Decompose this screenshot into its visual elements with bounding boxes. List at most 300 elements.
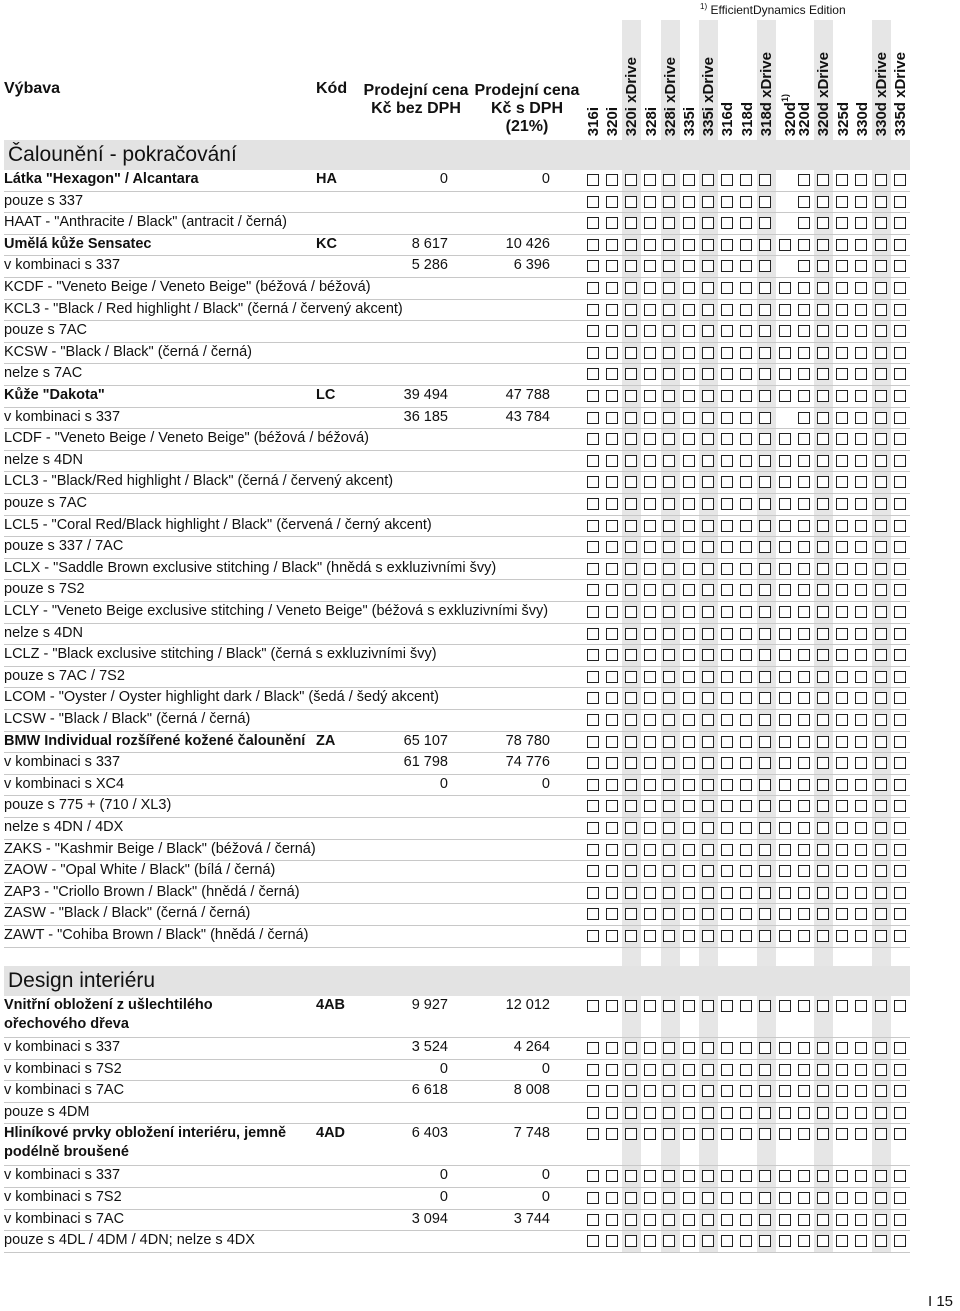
availability-checkbox[interactable] [606, 844, 618, 856]
availability-checkbox[interactable] [663, 1107, 675, 1119]
availability-checkbox[interactable] [740, 1192, 752, 1204]
availability-checkbox[interactable] [721, 606, 733, 618]
availability-checkbox[interactable] [740, 1000, 752, 1012]
availability-checkbox[interactable] [798, 757, 810, 769]
availability-checkbox[interactable] [836, 1107, 848, 1119]
availability-checkbox[interactable] [606, 196, 618, 208]
availability-checkbox[interactable] [683, 736, 695, 748]
availability-checkbox[interactable] [683, 476, 695, 488]
availability-checkbox[interactable] [855, 1064, 867, 1076]
availability-checkbox[interactable] [702, 757, 714, 769]
availability-checkbox[interactable] [798, 692, 810, 704]
availability-checkbox[interactable] [894, 304, 906, 316]
availability-checkbox[interactable] [759, 541, 771, 553]
availability-checkbox[interactable] [894, 325, 906, 337]
availability-checkbox[interactable] [625, 217, 637, 229]
availability-checkbox[interactable] [779, 498, 791, 510]
availability-checkbox[interactable] [894, 671, 906, 683]
availability-checkbox[interactable] [587, 779, 599, 791]
availability-checkbox[interactable] [625, 260, 637, 272]
availability-checkbox[interactable] [644, 606, 656, 618]
availability-checkbox[interactable] [663, 282, 675, 294]
availability-checkbox[interactable] [798, 736, 810, 748]
availability-checkbox[interactable] [875, 1170, 887, 1182]
availability-checkbox[interactable] [663, 325, 675, 337]
availability-checkbox[interactable] [587, 260, 599, 272]
availability-checkbox[interactable] [798, 844, 810, 856]
availability-checkbox[interactable] [855, 736, 867, 748]
availability-checkbox[interactable] [779, 908, 791, 920]
availability-checkbox[interactable] [855, 476, 867, 488]
availability-checkbox[interactable] [663, 260, 675, 272]
availability-checkbox[interactable] [625, 714, 637, 726]
availability-checkbox[interactable] [740, 800, 752, 812]
availability-checkbox[interactable] [663, 368, 675, 380]
availability-checkbox[interactable] [759, 714, 771, 726]
availability-checkbox[interactable] [644, 541, 656, 553]
availability-checkbox[interactable] [721, 304, 733, 316]
availability-checkbox[interactable] [779, 628, 791, 640]
availability-checkbox[interactable] [875, 174, 887, 186]
availability-checkbox[interactable] [683, 779, 695, 791]
availability-checkbox[interactable] [644, 1064, 656, 1076]
availability-checkbox[interactable] [779, 692, 791, 704]
availability-checkbox[interactable] [875, 347, 887, 359]
availability-checkbox[interactable] [663, 196, 675, 208]
availability-checkbox[interactable] [875, 196, 887, 208]
availability-checkbox[interactable] [855, 282, 867, 294]
availability-checkbox[interactable] [779, 347, 791, 359]
availability-checkbox[interactable] [817, 174, 829, 186]
availability-checkbox[interactable] [683, 649, 695, 661]
availability-checkbox[interactable] [702, 433, 714, 445]
availability-checkbox[interactable] [817, 649, 829, 661]
availability-checkbox[interactable] [779, 1064, 791, 1076]
availability-checkbox[interactable] [798, 887, 810, 899]
availability-checkbox[interactable] [855, 1170, 867, 1182]
availability-checkbox[interactable] [759, 412, 771, 424]
availability-checkbox[interactable] [587, 649, 599, 661]
availability-checkbox[interactable] [759, 455, 771, 467]
availability-checkbox[interactable] [798, 541, 810, 553]
availability-checkbox[interactable] [759, 822, 771, 834]
availability-checkbox[interactable] [606, 822, 618, 834]
availability-checkbox[interactable] [855, 779, 867, 791]
availability-checkbox[interactable] [894, 174, 906, 186]
availability-checkbox[interactable] [855, 1214, 867, 1226]
availability-checkbox[interactable] [875, 1128, 887, 1140]
availability-checkbox[interactable] [759, 671, 771, 683]
availability-checkbox[interactable] [817, 282, 829, 294]
availability-checkbox[interactable] [875, 1064, 887, 1076]
availability-checkbox[interactable] [625, 1000, 637, 1012]
availability-checkbox[interactable] [817, 1000, 829, 1012]
availability-checkbox[interactable] [663, 1000, 675, 1012]
availability-checkbox[interactable] [894, 649, 906, 661]
availability-checkbox[interactable] [702, 520, 714, 532]
availability-checkbox[interactable] [625, 887, 637, 899]
availability-checkbox[interactable] [587, 433, 599, 445]
availability-checkbox[interactable] [702, 368, 714, 380]
availability-checkbox[interactable] [798, 628, 810, 640]
availability-checkbox[interactable] [875, 455, 887, 467]
availability-checkbox[interactable] [836, 1192, 848, 1204]
availability-checkbox[interactable] [663, 1064, 675, 1076]
availability-checkbox[interactable] [721, 476, 733, 488]
availability-checkbox[interactable] [663, 433, 675, 445]
availability-checkbox[interactable] [875, 584, 887, 596]
availability-checkbox[interactable] [855, 1042, 867, 1054]
availability-checkbox[interactable] [625, 649, 637, 661]
availability-checkbox[interactable] [779, 865, 791, 877]
availability-checkbox[interactable] [875, 368, 887, 380]
availability-checkbox[interactable] [817, 239, 829, 251]
availability-checkbox[interactable] [759, 1170, 771, 1182]
availability-checkbox[interactable] [836, 1064, 848, 1076]
availability-checkbox[interactable] [779, 671, 791, 683]
availability-checkbox[interactable] [759, 239, 771, 251]
availability-checkbox[interactable] [759, 174, 771, 186]
availability-checkbox[interactable] [587, 239, 599, 251]
availability-checkbox[interactable] [740, 174, 752, 186]
availability-checkbox[interactable] [683, 692, 695, 704]
availability-checkbox[interactable] [779, 304, 791, 316]
availability-checkbox[interactable] [663, 1214, 675, 1226]
availability-checkbox[interactable] [644, 671, 656, 683]
availability-checkbox[interactable] [817, 390, 829, 402]
availability-checkbox[interactable] [702, 1085, 714, 1097]
availability-checkbox[interactable] [587, 736, 599, 748]
availability-checkbox[interactable] [644, 1107, 656, 1119]
availability-checkbox[interactable] [894, 887, 906, 899]
availability-checkbox[interactable] [702, 476, 714, 488]
availability-checkbox[interactable] [836, 563, 848, 575]
availability-checkbox[interactable] [894, 282, 906, 294]
availability-checkbox[interactable] [875, 649, 887, 661]
availability-checkbox[interactable] [663, 541, 675, 553]
availability-checkbox[interactable] [740, 1128, 752, 1140]
availability-checkbox[interactable] [606, 390, 618, 402]
availability-checkbox[interactable] [798, 714, 810, 726]
availability-checkbox[interactable] [683, 584, 695, 596]
availability-checkbox[interactable] [779, 1170, 791, 1182]
availability-checkbox[interactable] [644, 757, 656, 769]
availability-checkbox[interactable] [644, 692, 656, 704]
availability-checkbox[interactable] [663, 628, 675, 640]
availability-checkbox[interactable] [855, 692, 867, 704]
availability-checkbox[interactable] [836, 671, 848, 683]
availability-checkbox[interactable] [894, 217, 906, 229]
availability-checkbox[interactable] [875, 390, 887, 402]
availability-checkbox[interactable] [855, 887, 867, 899]
availability-checkbox[interactable] [702, 541, 714, 553]
availability-checkbox[interactable] [894, 584, 906, 596]
availability-checkbox[interactable] [663, 1235, 675, 1247]
availability-checkbox[interactable] [625, 498, 637, 510]
availability-checkbox[interactable] [875, 239, 887, 251]
availability-checkbox[interactable] [663, 304, 675, 316]
availability-checkbox[interactable] [894, 1085, 906, 1097]
availability-checkbox[interactable] [644, 412, 656, 424]
availability-checkbox[interactable] [606, 1064, 618, 1076]
availability-checkbox[interactable] [817, 584, 829, 596]
availability-checkbox[interactable] [721, 671, 733, 683]
availability-checkbox[interactable] [759, 628, 771, 640]
availability-checkbox[interactable] [740, 1107, 752, 1119]
availability-checkbox[interactable] [894, 779, 906, 791]
availability-checkbox[interactable] [606, 930, 618, 942]
availability-checkbox[interactable] [836, 174, 848, 186]
availability-checkbox[interactable] [894, 1064, 906, 1076]
availability-checkbox[interactable] [740, 433, 752, 445]
availability-checkbox[interactable] [721, 174, 733, 186]
availability-checkbox[interactable] [587, 304, 599, 316]
availability-checkbox[interactable] [683, 800, 695, 812]
availability-checkbox[interactable] [798, 325, 810, 337]
availability-checkbox[interactable] [817, 1170, 829, 1182]
availability-checkbox[interactable] [836, 1170, 848, 1182]
availability-checkbox[interactable] [875, 628, 887, 640]
availability-checkbox[interactable] [644, 865, 656, 877]
availability-checkbox[interactable] [683, 1064, 695, 1076]
availability-checkbox[interactable] [683, 930, 695, 942]
availability-checkbox[interactable] [721, 584, 733, 596]
availability-checkbox[interactable] [894, 865, 906, 877]
availability-checkbox[interactable] [606, 692, 618, 704]
availability-checkbox[interactable] [625, 433, 637, 445]
availability-checkbox[interactable] [798, 822, 810, 834]
availability-checkbox[interactable] [817, 1064, 829, 1076]
availability-checkbox[interactable] [894, 1214, 906, 1226]
availability-checkbox[interactable] [702, 714, 714, 726]
availability-checkbox[interactable] [644, 714, 656, 726]
availability-checkbox[interactable] [721, 541, 733, 553]
availability-checkbox[interactable] [683, 1128, 695, 1140]
availability-checkbox[interactable] [740, 628, 752, 640]
availability-checkbox[interactable] [836, 433, 848, 445]
availability-checkbox[interactable] [721, 282, 733, 294]
availability-checkbox[interactable] [894, 1107, 906, 1119]
availability-checkbox[interactable] [587, 217, 599, 229]
availability-checkbox[interactable] [683, 714, 695, 726]
availability-checkbox[interactable] [817, 1235, 829, 1247]
availability-checkbox[interactable] [702, 1000, 714, 1012]
availability-checkbox[interactable] [587, 368, 599, 380]
availability-checkbox[interactable] [759, 865, 771, 877]
availability-checkbox[interactable] [817, 347, 829, 359]
availability-checkbox[interactable] [779, 649, 791, 661]
availability-checkbox[interactable] [587, 887, 599, 899]
availability-checkbox[interactable] [798, 800, 810, 812]
availability-checkbox[interactable] [855, 347, 867, 359]
availability-checkbox[interactable] [644, 390, 656, 402]
availability-checkbox[interactable] [683, 757, 695, 769]
availability-checkbox[interactable] [759, 692, 771, 704]
availability-checkbox[interactable] [740, 692, 752, 704]
availability-checkbox[interactable] [836, 520, 848, 532]
availability-checkbox[interactable] [606, 520, 618, 532]
availability-checkbox[interactable] [644, 476, 656, 488]
availability-checkbox[interactable] [644, 844, 656, 856]
availability-checkbox[interactable] [606, 455, 618, 467]
availability-checkbox[interactable] [798, 239, 810, 251]
availability-checkbox[interactable] [587, 174, 599, 186]
availability-checkbox[interactable] [606, 563, 618, 575]
availability-checkbox[interactable] [817, 304, 829, 316]
availability-checkbox[interactable] [817, 520, 829, 532]
availability-checkbox[interactable] [683, 1214, 695, 1226]
availability-checkbox[interactable] [587, 865, 599, 877]
availability-checkbox[interactable] [798, 390, 810, 402]
availability-checkbox[interactable] [875, 930, 887, 942]
availability-checkbox[interactable] [721, 908, 733, 920]
availability-checkbox[interactable] [683, 433, 695, 445]
availability-checkbox[interactable] [779, 476, 791, 488]
availability-checkbox[interactable] [836, 412, 848, 424]
availability-checkbox[interactable] [894, 390, 906, 402]
availability-checkbox[interactable] [836, 1042, 848, 1054]
availability-checkbox[interactable] [625, 736, 637, 748]
availability-checkbox[interactable] [721, 520, 733, 532]
availability-checkbox[interactable] [721, 1000, 733, 1012]
availability-checkbox[interactable] [663, 390, 675, 402]
availability-checkbox[interactable] [798, 347, 810, 359]
availability-checkbox[interactable] [702, 887, 714, 899]
availability-checkbox[interactable] [683, 1000, 695, 1012]
availability-checkbox[interactable] [740, 779, 752, 791]
availability-checkbox[interactable] [798, 476, 810, 488]
availability-checkbox[interactable] [625, 779, 637, 791]
availability-checkbox[interactable] [587, 1000, 599, 1012]
availability-checkbox[interactable] [721, 433, 733, 445]
availability-checkbox[interactable] [875, 908, 887, 920]
availability-checkbox[interactable] [644, 455, 656, 467]
availability-checkbox[interactable] [779, 455, 791, 467]
availability-checkbox[interactable] [779, 368, 791, 380]
availability-checkbox[interactable] [798, 649, 810, 661]
availability-checkbox[interactable] [702, 563, 714, 575]
availability-checkbox[interactable] [779, 520, 791, 532]
availability-checkbox[interactable] [663, 822, 675, 834]
availability-checkbox[interactable] [606, 757, 618, 769]
availability-checkbox[interactable] [798, 1192, 810, 1204]
availability-checkbox[interactable] [702, 1192, 714, 1204]
availability-checkbox[interactable] [855, 563, 867, 575]
availability-checkbox[interactable] [606, 714, 618, 726]
availability-checkbox[interactable] [836, 714, 848, 726]
availability-checkbox[interactable] [740, 714, 752, 726]
availability-checkbox[interactable] [817, 606, 829, 618]
availability-checkbox[interactable] [663, 476, 675, 488]
availability-checkbox[interactable] [644, 498, 656, 510]
availability-checkbox[interactable] [721, 822, 733, 834]
availability-checkbox[interactable] [779, 239, 791, 251]
availability-checkbox[interactable] [663, 1085, 675, 1097]
availability-checkbox[interactable] [702, 1064, 714, 1076]
availability-checkbox[interactable] [683, 347, 695, 359]
availability-checkbox[interactable] [779, 563, 791, 575]
availability-checkbox[interactable] [663, 563, 675, 575]
availability-checkbox[interactable] [721, 325, 733, 337]
availability-checkbox[interactable] [894, 606, 906, 618]
availability-checkbox[interactable] [702, 930, 714, 942]
availability-checkbox[interactable] [721, 714, 733, 726]
availability-checkbox[interactable] [894, 908, 906, 920]
availability-checkbox[interactable] [817, 476, 829, 488]
availability-checkbox[interactable] [875, 692, 887, 704]
availability-checkbox[interactable] [740, 1064, 752, 1076]
availability-checkbox[interactable] [644, 347, 656, 359]
availability-checkbox[interactable] [855, 260, 867, 272]
availability-checkbox[interactable] [644, 1000, 656, 1012]
availability-checkbox[interactable] [759, 217, 771, 229]
availability-checkbox[interactable] [587, 908, 599, 920]
availability-checkbox[interactable] [875, 520, 887, 532]
availability-checkbox[interactable] [798, 174, 810, 186]
availability-checkbox[interactable] [836, 217, 848, 229]
availability-checkbox[interactable] [855, 1000, 867, 1012]
availability-checkbox[interactable] [875, 736, 887, 748]
availability-checkbox[interactable] [625, 822, 637, 834]
availability-checkbox[interactable] [702, 282, 714, 294]
availability-checkbox[interactable] [702, 498, 714, 510]
availability-checkbox[interactable] [663, 606, 675, 618]
availability-checkbox[interactable] [606, 433, 618, 445]
availability-checkbox[interactable] [740, 865, 752, 877]
availability-checkbox[interactable] [875, 476, 887, 488]
availability-checkbox[interactable] [894, 822, 906, 834]
availability-checkbox[interactable] [721, 1107, 733, 1119]
availability-checkbox[interactable] [721, 779, 733, 791]
availability-checkbox[interactable] [836, 692, 848, 704]
availability-checkbox[interactable] [606, 368, 618, 380]
availability-checkbox[interactable] [606, 1000, 618, 1012]
availability-checkbox[interactable] [875, 671, 887, 683]
availability-checkbox[interactable] [683, 239, 695, 251]
availability-checkbox[interactable] [606, 1128, 618, 1140]
availability-checkbox[interactable] [855, 412, 867, 424]
availability-checkbox[interactable] [606, 541, 618, 553]
availability-checkbox[interactable] [817, 887, 829, 899]
availability-checkbox[interactable] [817, 1042, 829, 1054]
availability-checkbox[interactable] [759, 1042, 771, 1054]
availability-checkbox[interactable] [875, 325, 887, 337]
availability-checkbox[interactable] [817, 260, 829, 272]
availability-checkbox[interactable] [759, 390, 771, 402]
availability-checkbox[interactable] [894, 736, 906, 748]
availability-checkbox[interactable] [721, 1085, 733, 1097]
availability-checkbox[interactable] [855, 865, 867, 877]
availability-checkbox[interactable] [740, 671, 752, 683]
availability-checkbox[interactable] [779, 779, 791, 791]
availability-checkbox[interactable] [759, 887, 771, 899]
availability-checkbox[interactable] [798, 282, 810, 294]
availability-checkbox[interactable] [721, 1042, 733, 1054]
availability-checkbox[interactable] [798, 196, 810, 208]
availability-checkbox[interactable] [855, 520, 867, 532]
availability-checkbox[interactable] [836, 390, 848, 402]
availability-checkbox[interactable] [894, 239, 906, 251]
availability-checkbox[interactable] [779, 757, 791, 769]
availability-checkbox[interactable] [855, 606, 867, 618]
availability-checkbox[interactable] [587, 1214, 599, 1226]
availability-checkbox[interactable] [625, 628, 637, 640]
availability-checkbox[interactable] [779, 1214, 791, 1226]
availability-checkbox[interactable] [779, 390, 791, 402]
availability-checkbox[interactable] [894, 1170, 906, 1182]
availability-checkbox[interactable] [587, 930, 599, 942]
availability-checkbox[interactable] [702, 217, 714, 229]
